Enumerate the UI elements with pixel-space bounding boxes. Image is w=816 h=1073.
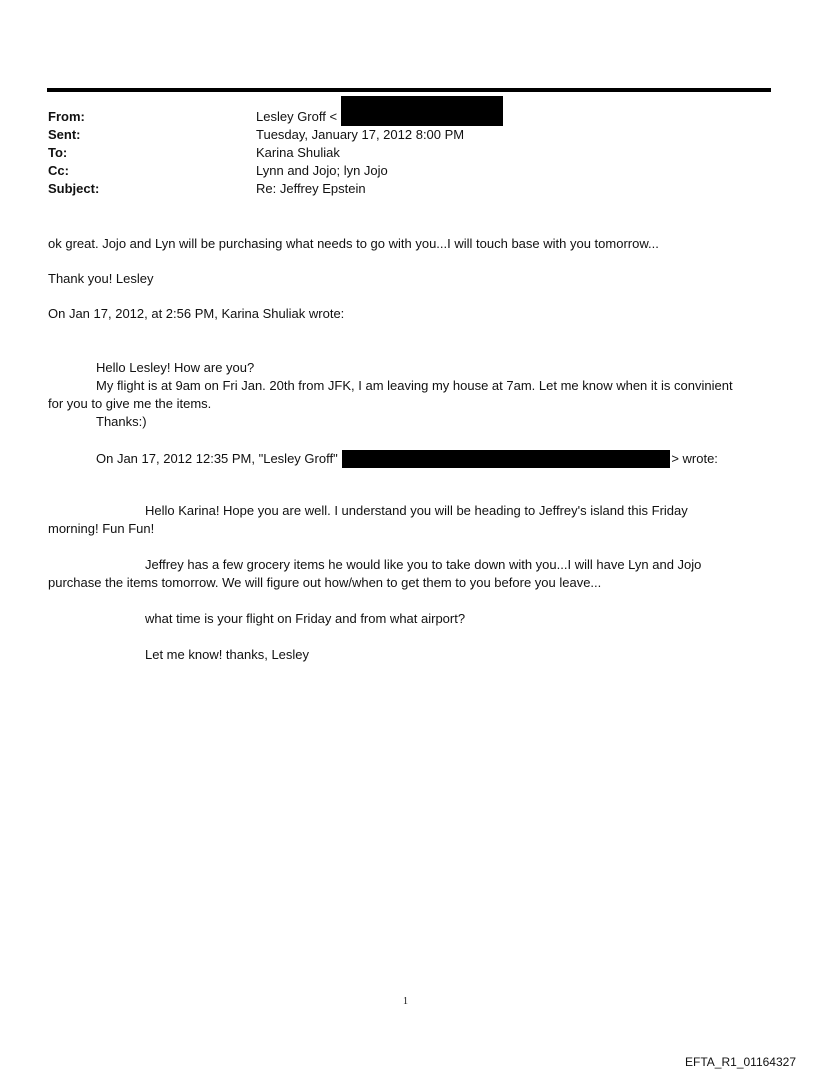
cc-value: Lynn and Jojo; lyn Jojo: [256, 163, 388, 178]
body-line-1: ok great. Jojo and Lyn will be purchasing what needs to go with you...I will touch base with you tomorrow...: [48, 236, 659, 251]
email-header: [48, 108, 768, 198]
page-number: 1: [403, 996, 408, 1007]
to-label: To:: [48, 145, 68, 160]
reply2-p2-line-1: Jeffrey has a few grocery items he would like you to take down with you...I will have Lyn and Jojo: [145, 557, 702, 572]
cc-row: [48, 162, 768, 180]
reply2-p2-line-2: purchase the items tomorrow. We will figure out how/when to get them to you before you leave...: [48, 575, 602, 590]
reply2-p1-line-1: Hello Karina! Hope you are well. I understand you will be heading to Jeffrey's island this Friday: [145, 503, 688, 518]
from-label: From:: [48, 109, 85, 124]
quote-prefix: On Jan 17, 2012 12:35 PM, "Lesley Groff": [96, 451, 338, 466]
subject-label: Subject:: [48, 181, 100, 196]
to-row: [48, 144, 768, 162]
reply2-p4: Let me know! thanks, Lesley: [145, 647, 310, 662]
from-value: [256, 108, 503, 126]
sent-value: Tuesday, January 17, 2012 8:00 PM: [256, 127, 465, 142]
body-line-3: On Jan 17, 2012, at 2:56 PM, Karina Shuliak wrote:: [48, 306, 345, 321]
from-name: Lesley Groff <: [256, 109, 338, 124]
redaction-box: [342, 450, 670, 468]
to-value: Karina Shuliak: [256, 145, 340, 160]
reply1-greeting: Hello Lesley! How are you?: [96, 360, 255, 375]
reply1-flight-line-2: for you to give me the items.: [48, 396, 212, 411]
cc-label: Cc:: [48, 163, 69, 178]
sent-row: [48, 126, 768, 144]
from-row: [48, 108, 768, 126]
reply2-p3: what time is your flight on Friday and from what airport?: [145, 611, 466, 626]
header-rule: [47, 88, 771, 92]
subject-value: Re: Jeffrey Epstein: [256, 181, 366, 196]
body-line-2: Thank you! Lesley: [48, 271, 154, 286]
reply2-p1-line-2: morning! Fun Fun!: [48, 521, 155, 536]
reply1-thanks: Thanks:): [96, 414, 147, 429]
reply1-flight-line-1: My flight is at 9am on Fri Jan. 20th from JFK, I am leaving my house at 7am. Let me know when it is convinient: [96, 378, 733, 393]
redaction-box: [341, 96, 503, 126]
document-id: EFTA_R1_01164327: [685, 1055, 796, 1069]
subject-row: [48, 180, 768, 198]
sent-label: Sent:: [48, 127, 81, 142]
reply1-quote-line: [96, 450, 718, 468]
quote-suffix: > wrote:: [671, 451, 718, 466]
